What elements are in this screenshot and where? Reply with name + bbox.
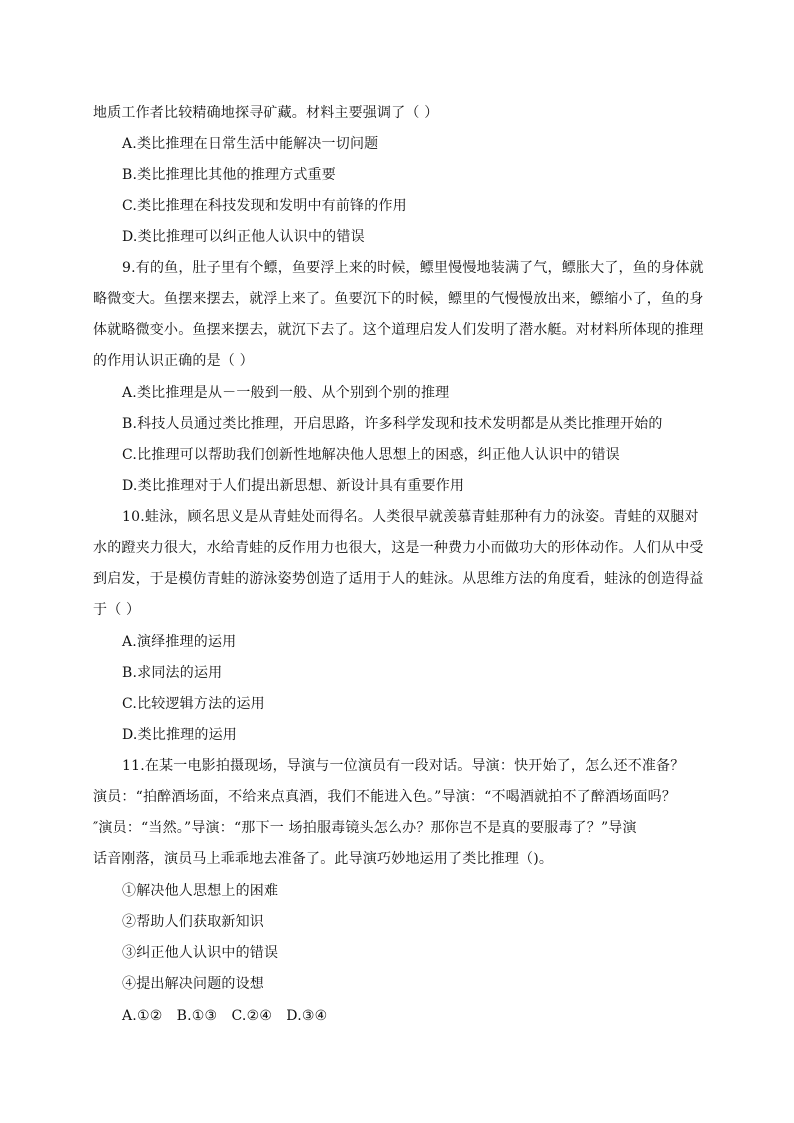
q11-stem-line-3: ″演员：“当然。”导演：“那下一 场拍服毒镜头怎么办？那你岂不是真的要服毒了？”导演 [93,820,637,836]
q8-option-c: C.类比推理在科技发现和发明中有前锋的作用 [122,198,407,214]
q10-option-a: A.演绎推理的运用 [122,634,237,650]
q11-stem-line-4: 话音刚落，演员马上乖乖地去准备了。此导演巧妙地运用了类比推理（)。 [93,851,554,867]
q10-stem-line-4: 于（ ） [93,602,141,618]
q9-stem-line-2: 略微变大。鱼摆来摆去，就浮上来了。鱼要沉下的时候，鳔里的气慢慢放出来，鳔缩小了，鱼的身 [93,291,704,307]
q11-stem-line-1: 11.在某一电影拍摄现场，导演与一位演员有一段对话。导演：快开始了，怎么还不准备？ [122,758,685,774]
q11-item-2: ②帮助人们获取新知识 [122,914,264,930]
q8-option-b: B.类比推理比其他的推理方式重要 [122,167,336,183]
q9-option-b: B.科技人员通过类比推理，开启思路，许多科学发现和技术发明都是从类比推理开始的 [122,416,663,432]
q9-stem-line-1: 9.有的鱼，肚子里有个鳔，鱼要浮上来的时候，鳔里慢慢地装满了气，鳔胀大了，鱼的身体就 [122,260,704,276]
q8-option-d: D.类比推理可以纠正他人认识中的错误 [122,229,365,245]
q9-option-a: A.类比推理是从－一般到一般、从个别到个别的推理 [122,385,450,401]
q11-item-1: ①解决他人思想上的困难 [122,883,279,899]
q9-stem-line-3: 体就略微变小。鱼摆来摆去，就沉下去了。这个道理启发人们发明了潜水艇。对材料所体现的推理 [93,322,704,338]
q10-stem-line-1: 10.蛙泳，顾名思义是从青蛙处而得名。人类很早就羡慕青蛙那种有力的泳姿。青蛙的双腿对 [122,509,699,525]
q8-stem-tail: 地质工作者比较精确地探寻矿藏。材料主要强调了（ ） [93,105,439,121]
q10-option-c: C.比较逻辑方法的运用 [122,696,265,712]
q11-answer-options: A.①② B.①③ C.②④ D.③④ [122,1008,328,1024]
q11-item-3: ③纠正他人认识中的错误 [122,945,279,961]
q10-option-b: B.求同法的运用 [122,665,223,681]
q10-stem-line-3: 到启发，于是模仿青蛙的游泳姿势创造了适用于人的蛙泳。从思维方法的角度看，蛙泳的创造得益 [93,571,704,587]
q9-option-d: D.类比推理对于人们提出新思想、新设计具有重要作用 [122,478,465,494]
q11-stem-line-2: 演员：“拍醉酒场面，不给来点真酒，我们不能进入色。”导演：“不喝酒就拍不了醉酒场面吗？ [93,789,677,805]
q9-stem-line-4: 的作用认识正确的是（ ） [93,353,254,369]
q10-option-d: D.类比推理的运用 [122,727,237,743]
q9-option-c: C.比推理可以帮助我们创新性地解决他人思想上的困惑，纠正他人认识中的错误 [122,447,620,463]
q8-option-a: A.类比推理在日常生活中能解决一切问题 [122,136,379,152]
q10-stem-line-2: 水的蹬夹力很大，水给青蛙的反作用力也很大，这是一种费力小而做功大的形体动作。人们从中受 [93,540,704,556]
q11-item-4: ④提出解决问题的设想 [122,976,264,992]
